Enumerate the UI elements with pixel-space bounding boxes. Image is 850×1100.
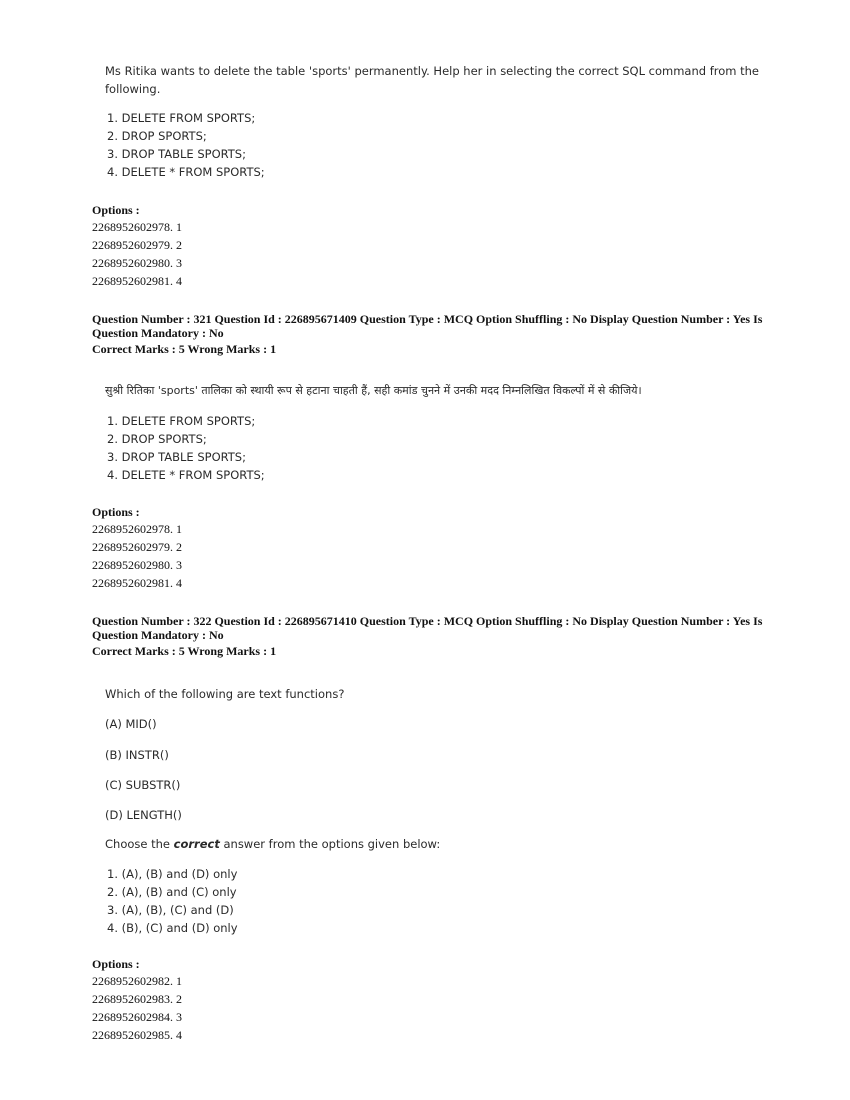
question-header: Question Number : 321 Question Id : 226895671409 Question Type : MCQ Option Shuffling : No Display Question Number : Yes Is — [92, 312, 763, 326]
choose-instruction-pre: Choose the — [105, 837, 174, 851]
function-item: (A) MID() — [105, 717, 157, 731]
answer-choice: 2. DROP SPORTS; — [107, 129, 207, 143]
question-text-line: following. — [105, 82, 161, 96]
answer-choice: 1. (A), (B) and (D) only — [107, 867, 238, 881]
function-item: (C) SUBSTR() — [105, 778, 181, 792]
options-label: Options : — [92, 957, 140, 971]
answer-choice: 2. (A), (B) and (C) only — [107, 885, 237, 899]
option-id: 2268952602981. 4 — [92, 576, 182, 590]
question-text-hindi: सुश्री रितिका 'sports' तालिका को स्थायी रूप से हटाना चाहती हैं, सही कमांड चुनने में उनकी मदद निम्नलिखित विकल्पों में से कीजिये। — [105, 384, 642, 397]
question-text-line: Ms Ritika wants to delete the table 'sports' permanently. Help her in selecting the correct SQL command from the — [105, 64, 760, 78]
function-item: (B) INSTR() — [105, 748, 169, 762]
answer-choice: 3. DROP TABLE SPORTS; — [107, 147, 246, 161]
answer-choice: 3. DROP TABLE SPORTS; — [107, 450, 246, 464]
question-text: Which of the following are text functions? — [105, 687, 345, 701]
option-id: 2268952602979. 2 — [92, 238, 182, 252]
option-id: 2268952602985. 4 — [92, 1028, 182, 1042]
question-header: Question Number : 322 Question Id : 226895671410 Question Type : MCQ Option Shuffling : No Display Question Number : Yes Is — [92, 614, 763, 628]
options-label: Options : — [92, 203, 140, 217]
answer-choice: 1. DELETE FROM SPORTS; — [107, 111, 256, 125]
question-marks: Correct Marks : 5 Wrong Marks : 1 — [92, 644, 277, 658]
option-id: 2268952602983. 2 — [92, 992, 182, 1006]
answer-choice: 4. (B), (C) and (D) only — [107, 921, 238, 935]
answer-choice: 1. DELETE FROM SPORTS; — [107, 414, 256, 428]
option-id: 2268952602981. 4 — [92, 274, 182, 288]
question-header: Question Mandatory : No — [92, 628, 224, 642]
option-id: 2268952602982. 1 — [92, 974, 182, 988]
function-item: (D) LENGTH() — [105, 808, 182, 822]
option-id: 2268952602980. 3 — [92, 558, 182, 572]
option-id: 2268952602978. 1 — [92, 522, 182, 536]
answer-choice: 4. DELETE * FROM SPORTS; — [107, 468, 265, 482]
option-id: 2268952602984. 3 — [92, 1010, 182, 1024]
choose-instruction-emphasis: correct — [173, 837, 220, 851]
question-header: Question Mandatory : No — [92, 326, 224, 340]
option-id: 2268952602979. 2 — [92, 540, 182, 554]
choose-instruction — [105, 837, 440, 852]
option-id: 2268952602980. 3 — [92, 256, 182, 270]
question-marks: Correct Marks : 5 Wrong Marks : 1 — [92, 342, 277, 356]
answer-choice: 3. (A), (B), (C) and (D) — [107, 903, 234, 917]
options-label: Options : — [92, 505, 140, 519]
option-id: 2268952602978. 1 — [92, 220, 182, 234]
answer-choice: 2. DROP SPORTS; — [107, 432, 207, 446]
choose-instruction-post: answer from the options given below: — [219, 837, 441, 851]
answer-choice: 4. DELETE * FROM SPORTS; — [107, 165, 265, 179]
